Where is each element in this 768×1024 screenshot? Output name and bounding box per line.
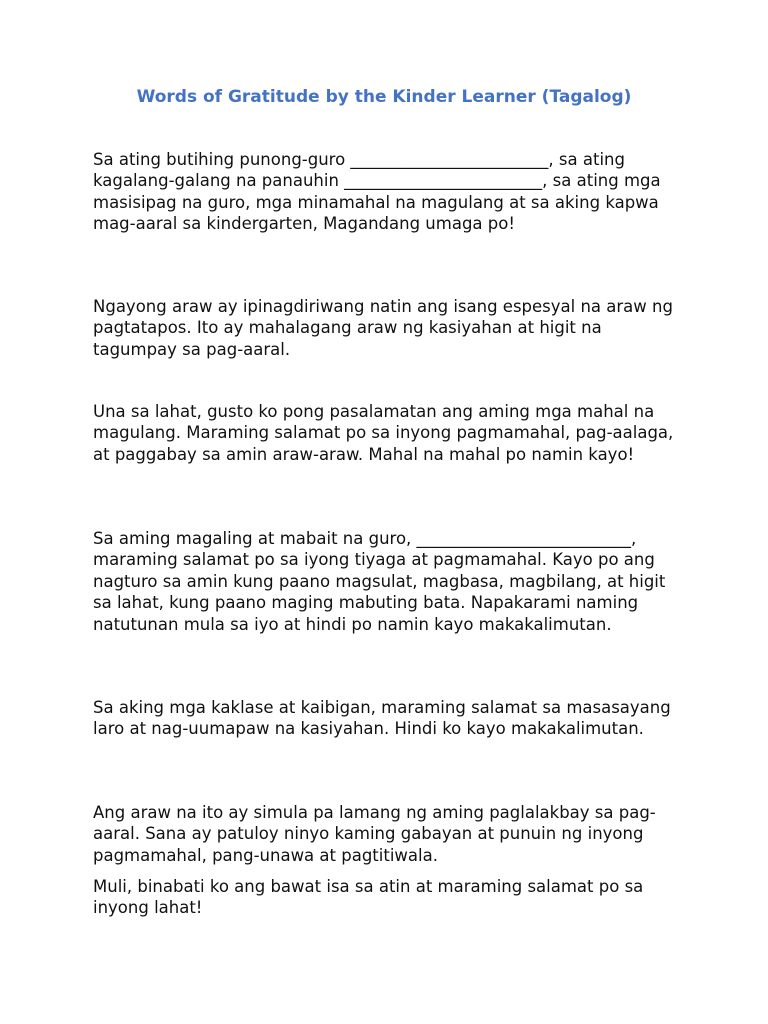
paragraph-greeting: Sa ating butihing punong-guro ________________________, sa ating kagalang-galang na panauhin ________________________, sa ating mga masisipag na guro, mga minamahal na magulang at sa aking kapwa mag-aaral sa kindergarten, Magandang umaga po! — [93, 150, 661, 234]
paragraph-journey: Ang araw na ito ay simula pa lamang ng aming paglalakbay sa pag-aaral. Sana ay patuloy ninyo kaming gabayan at punuin ng inyong pagmamahal, pang-unawa at pagtitiwala. — [93, 803, 656, 865]
paragraph-thanks-teacher: Sa aming magaling at mabait na guro, __________________________, maraming salamat po sa iyong tiyaga at pagmamahal. Kayo po ang nagturo sa amin kung paano magsulat, magbasa, magbilang, at higit sa lahat, kung paano maging mabuting bata. Napakarami naming natutunan mula sa iyo at hindi po namin kayo makakalimutan. — [93, 529, 666, 634]
paragraph-graduation-day: Ngayong araw ay ipinagdiriwang natin ang isang espesyal na araw ng pagtatapos. Ito ay mahalagang araw ng kasiyahan at higit na tagumpay sa pag-aaral. — [93, 297, 673, 359]
paragraph-closing: Muli, binabati ko ang bawat isa sa atin at maraming salamat po sa inyong lahat! — [93, 877, 644, 918]
document-title: Words of Gratitude by the Kinder Learner (Tagalog) — [136, 87, 632, 107]
paragraph-thanks-classmates: Sa aking mga kaklase at kaibigan, maraming salamat sa masasayang laro at nag-uumapaw na kasiyahan. Hindi ko kayo makakalimutan. — [93, 698, 671, 739]
paragraph-thanks-parents: Una sa lahat, gusto ko pong pasalamatan ang aming mga mahal na magulang. Maraming salamat po sa inyong pagmamahal, pag-aalaga, at paggabay sa amin araw-araw. Mahal na mahal po namin kayo! — [93, 402, 674, 464]
